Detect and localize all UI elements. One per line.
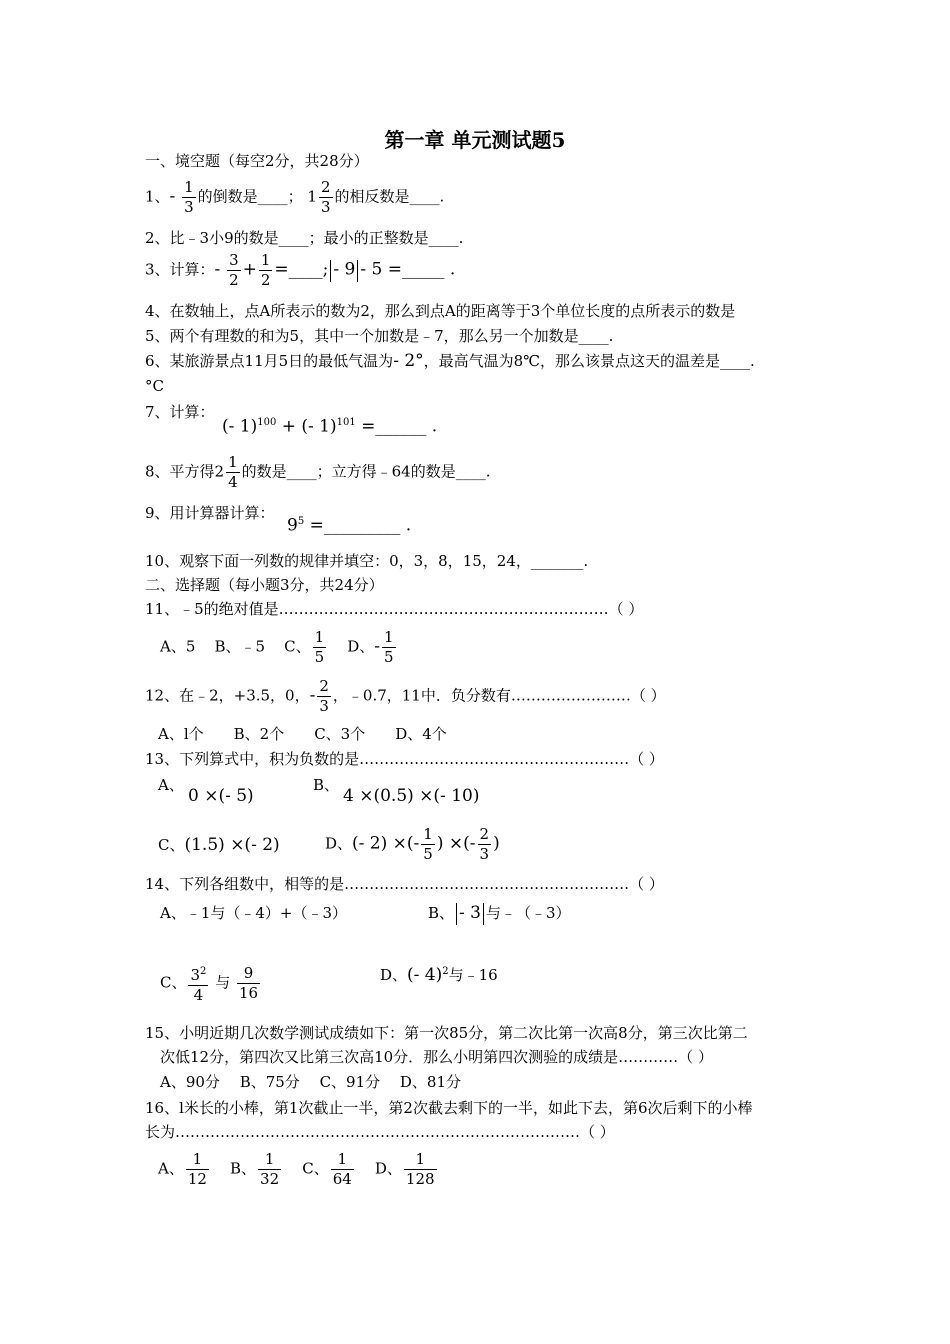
section-heading-choice: 二、选择题（每小题3分，共24分） (145, 576, 384, 594)
fraction: $\frac{9}{16}$ (238, 964, 259, 1002)
question-13-option-a: 0 ×(- 5) (188, 786, 254, 806)
question-15-line-2: 次低12分，第四次又比第三次高10分．那么小明第四次测验的成绩是…………（ ） (160, 1048, 713, 1066)
section-heading-fill-in: 一、境空题（每空2分，共28分） (145, 152, 369, 170)
fraction: $\frac{1}{5}$ (314, 628, 325, 666)
question-13-option-b: 4 ×(0.5) ×(- 10) (343, 786, 480, 806)
question-14-option-c: C、 $\frac{3^2}{4}$ 与 $\frac{9}{16}$ (160, 964, 259, 1004)
fraction: $\frac{1}{64}$ (332, 1150, 352, 1188)
question-14: 14、下列各组数中，相等的是…………………………………………………（ ） (145, 875, 664, 893)
fraction: $\frac{1}{2}$ (260, 251, 271, 289)
question-13-option-a-label: A、 (158, 776, 184, 794)
question-3: 3、计算：- $\frac{3}{2}$ + $\frac{1}{2}$ =____; - 9 - 5 =_____ . (145, 251, 456, 289)
fraction: $\frac{2}{3}$ (479, 825, 490, 863)
question-9-label: 9、用计算器计算： (145, 504, 275, 522)
fraction: $\frac{2}{3}$ (320, 178, 331, 216)
question-14-option-d: D、(- 4)$^2$与﹣16 (380, 965, 498, 985)
question-16-line-1: 16、l米长的小棒，第1次截止一半，第2次截去剩下的一半，如此下去，第6次后剩下的小棒 (145, 1099, 753, 1117)
question-11-options: A、5 B、﹣5 C、 $\frac{1}{5}$ D、- $\frac{1}{5}$ (160, 628, 394, 666)
question-5: 5、两个有理数的和为5，其中一个加数是﹣7，那么另一个加数是____. (145, 327, 614, 345)
fraction: $\frac{1}{12}$ (187, 1150, 207, 1188)
question-16-options: A、 $\frac{1}{12}$ B、 $\frac{1}{32}$ C、 $\frac{1}{64}$ D、 $\frac{1}{128}$ (158, 1150, 435, 1188)
question-1: 1、- $\frac{1}{3}$ 的倒数是____； 1 $\frac{2}{3}$ 的相反数是____. (145, 178, 445, 216)
question-13-option-c: C、(1.5) ×(- 2) (158, 835, 280, 855)
question-10: 10、观察下面一列数的规律并填空：0，3，8，15，24，_______. (145, 552, 589, 570)
question-15-options: A、90分 B、75分 C、91分 D、81分 (160, 1073, 462, 1091)
question-2: 2、比﹣3小9的数是____；最小的正整数是____. (145, 229, 464, 247)
fraction: $\frac{1}{128}$ (405, 1150, 435, 1188)
question-4: 4、在数轴上，点A所表示的数为2，那么到点A的距离等于3个单位长度的点所表示的数是 (145, 302, 736, 320)
page-title: 第一章 单元测试题5 (384, 128, 566, 152)
question-13: 13、下列算式中，积为负数的是………………………………………………（ ） (145, 750, 664, 768)
question-9-expression: $9^5$ =_________ . (287, 515, 412, 536)
question-14-option-b: B、 - 3 与﹣（﹣3） (428, 903, 571, 923)
fraction: $\frac{2}{3}$ (319, 677, 329, 715)
question-7-label: 7、计算： (145, 403, 215, 421)
question-8: 8、平方得2 $\frac{1}{4}$ 的数是____；立方得﹣64的数是____. (145, 453, 491, 491)
question-13-option-b-label: B、 (313, 776, 340, 794)
fraction: $\frac{1}{5}$ (384, 628, 394, 666)
question-11: 11、﹣5的绝对值是…………………………………………………………（ ） (145, 600, 644, 618)
question-7-expression: (- 1)$^{100}$ + (- 1)$^{101}$ =______ . (222, 416, 438, 437)
fraction: $\frac{1}{3}$ (184, 178, 194, 216)
question-14-option-a: A、﹣1与（﹣4）+（﹣3） (160, 904, 348, 922)
fraction: $\frac{1}{5}$ (423, 825, 433, 863)
question-12: 12、在﹣2，+3.5，0，- $\frac{2}{3}$ ，﹣0.7，11中．负分数有……………………（ ） (145, 677, 666, 715)
fraction: $\frac{3^2}{4}$ (188, 962, 208, 1005)
question-15-line-1: 15、小明近期几次数学测试成绩如下：第一次85分，第二次比第一次高8分，第三次比第二 (145, 1024, 748, 1042)
question-16-line-2: 长为………………………………………………………………………（ ） (145, 1123, 615, 1141)
question-13-option-d: D、(- 2) ×(- $\frac{1}{5}$ ) ×(- $\frac{2}{3}$ ) (325, 825, 500, 863)
fraction: $\frac{3}{2}$ (229, 251, 239, 289)
question-12-options: A、l个 B、2个 C、3个 D、4个 (158, 725, 447, 743)
question-6-unit: °C (145, 377, 164, 395)
fraction: $\frac{1}{32}$ (260, 1150, 280, 1188)
fraction: $\frac{1}{4}$ (228, 453, 238, 491)
question-6: 6、某旅游景点11月5日的最低气温为- 2°，最高气温为8℃，那么该景点这天的温差是____. (145, 351, 755, 371)
